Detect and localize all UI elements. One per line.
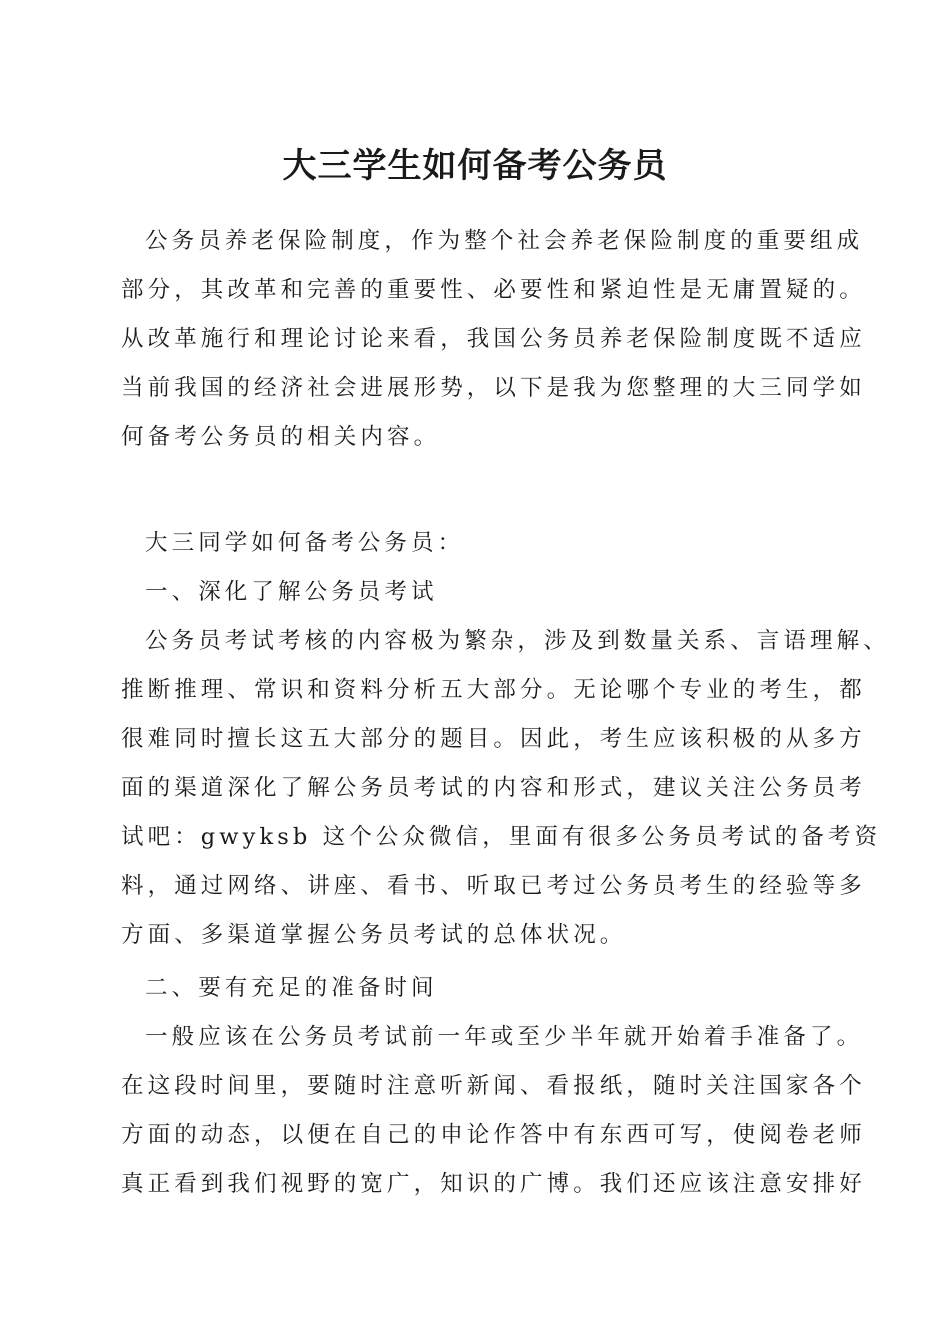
section-heading: 大三同学如何备考公务员：: [145, 530, 465, 556]
document-title: 大三学生如何备考公务员: [282, 146, 668, 186]
paragraph-line: 试吧：gwyksb 这个公众微信，里面有很多公务员考试的备考资: [121, 824, 882, 850]
subsection-heading: 一、深化了解公务员考试: [145, 579, 438, 605]
paragraph-line: 面的渠道深化了解公务员考试的内容和形式，建议关注公务员考: [121, 775, 866, 801]
paragraph-line: 方面、多渠道掌握公务员考试的总体状况。: [121, 922, 627, 948]
paragraph-line: 在这段时间里，要随时注意听新闻、看报纸，随时关注国家各个: [121, 1073, 866, 1099]
paragraph-line: 料，通过网络、讲座、看书、听取已考过公务员考生的经验等多: [121, 873, 866, 899]
subsection-heading: 二、要有充足的准备时间: [145, 975, 438, 1001]
paragraph-line: 真正看到我们视野的宽广，知识的广博。我们还应该注意安排好: [121, 1171, 866, 1197]
paragraph-line: 一般应该在公务员考试前一年或至少半年就开始着手准备了。: [145, 1024, 864, 1050]
paragraph-line: 方面的动态，以便在自己的申论作答中有东西可写，使阅卷老师: [121, 1122, 866, 1148]
paragraph-line: 从改革施行和理论讨论来看，我国公务员养老保险制度既不适应: [121, 326, 866, 352]
paragraph-line: 部分，其改革和完善的重要性、必要性和紧迫性是无庸置疑的。: [121, 277, 866, 303]
paragraph-line: 推断推理、常识和资料分析五大部分。无论哪个专业的考生，都: [121, 677, 866, 703]
paragraph-line: 何备考公务员的相关内容。: [121, 424, 441, 450]
paragraph-line: 当前我国的经济社会进展形势，以下是我为您整理的大三同学如: [121, 375, 866, 401]
paragraph-line: 公务员考试考核的内容极为繁杂，涉及到数量关系、言语理解、: [145, 628, 890, 654]
paragraph-line: 很难同时擅长这五大部分的题目。因此，考生应该积极的从多方: [121, 726, 866, 752]
paragraph-line: 公务员养老保险制度，作为整个社会养老保险制度的重要组成: [145, 228, 864, 254]
